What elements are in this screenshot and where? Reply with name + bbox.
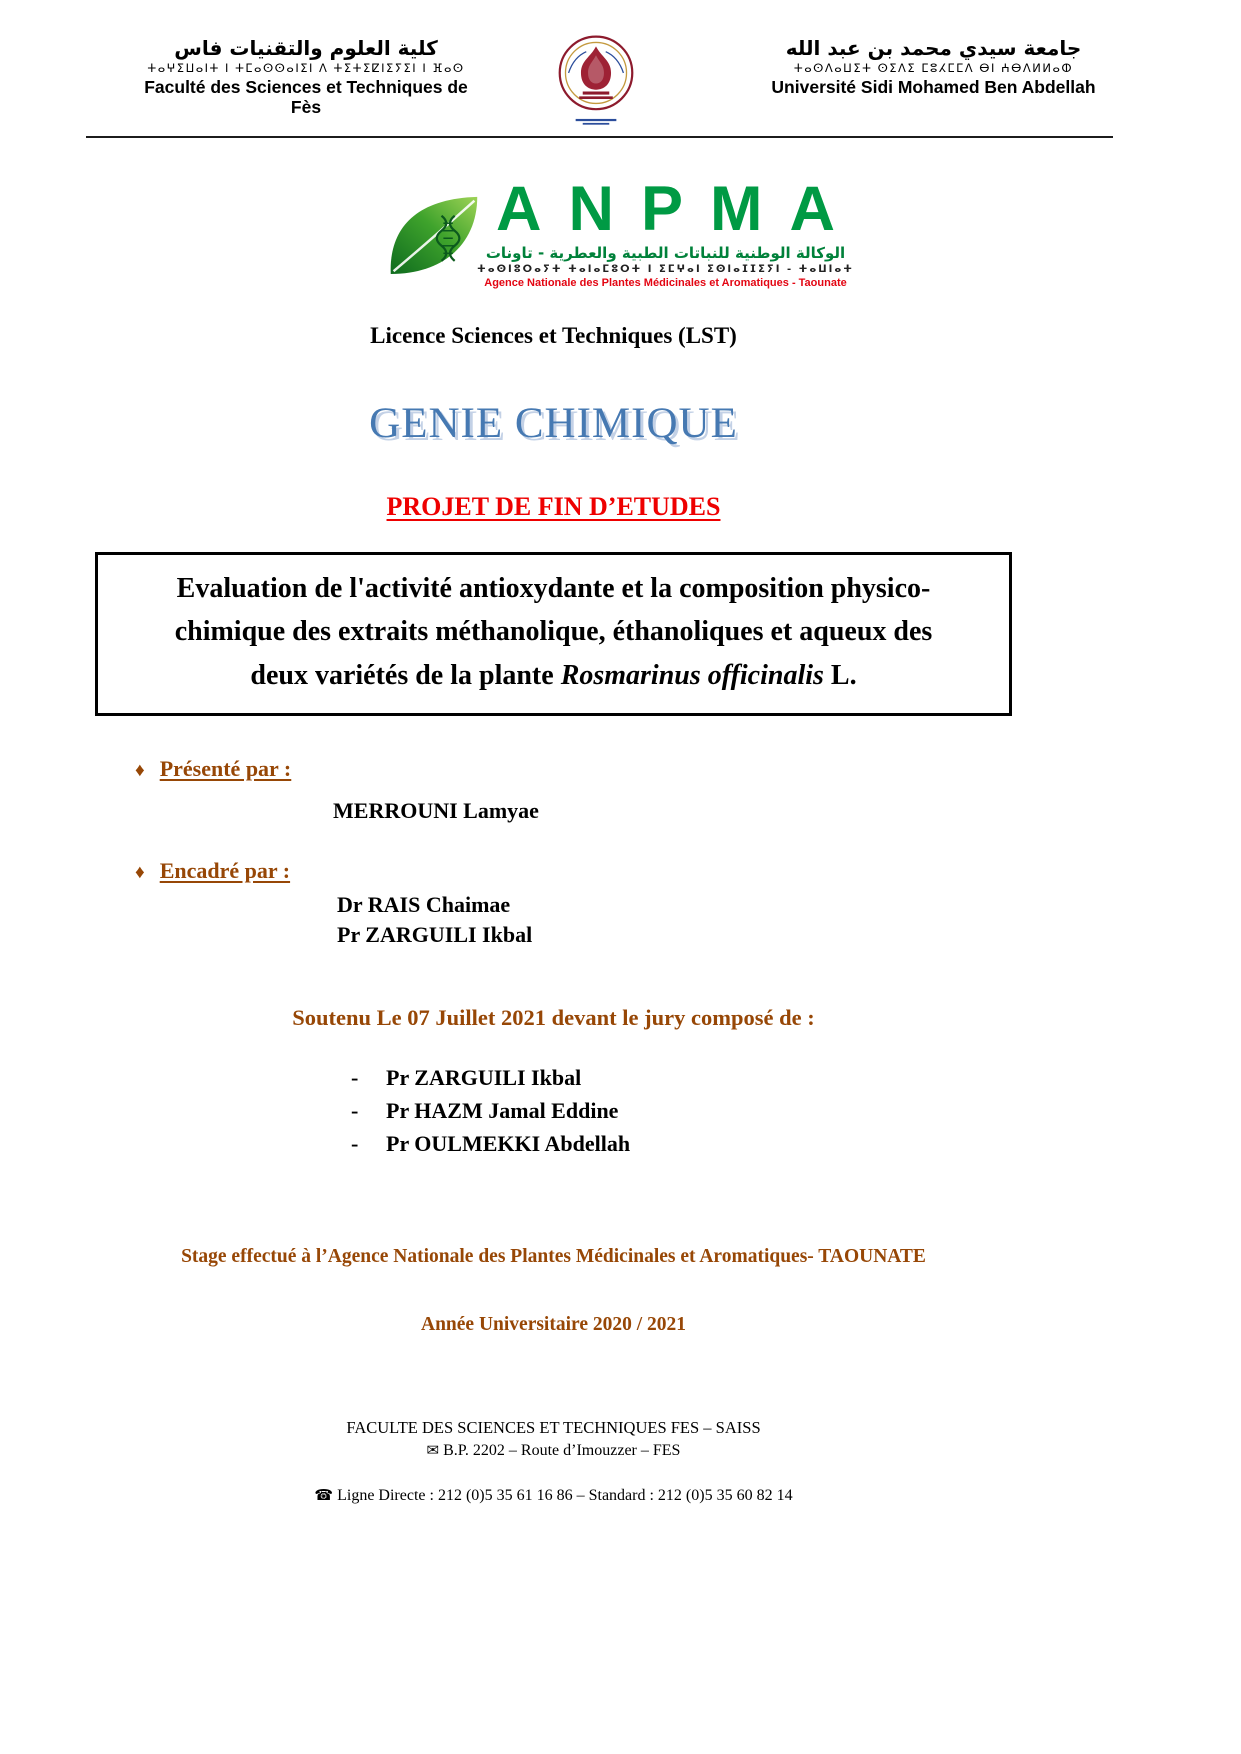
presented-by-row <box>135 756 1012 782</box>
internship-note: Stage effectué à l’Agence Nationale des Plantes Médicinales et Aromatiques- TAOUNATE <box>181 1246 926 1268</box>
thesis-title-text: Evaluation de l'activité antioxydante et la composition physico- <box>176 572 931 604</box>
thesis-title-line2 <box>102 610 1005 653</box>
author-name: MERROUNI Lamyae <box>333 798 539 824</box>
footer-address-line <box>95 1441 1012 1460</box>
footer-block <box>95 1418 1012 1505</box>
jury-member <box>351 1061 1012 1094</box>
anpma-acronym: ANPMA <box>495 174 862 244</box>
anpma-name-arabic: الوكالة الوطنية للنباتات الطبية والعطرية - تاونات <box>485 243 846 262</box>
university-block <box>721 36 1146 97</box>
jury-member-name: Pr HAZM Jamal Eddine <box>386 1098 619 1124</box>
anpma-text-block <box>476 174 862 289</box>
faculty-name-french: Faculté des Sciences et Techniques de Fès <box>144 76 468 118</box>
dash-bullet: - <box>351 1065 359 1091</box>
anpma-leaf-icon <box>387 193 481 276</box>
thesis-title-text: L. <box>823 659 857 691</box>
presented-by-label: Présenté par : <box>159 756 292 782</box>
supervised-by-row <box>135 858 1012 884</box>
anpma-logo <box>0 174 1241 289</box>
university-seal-icon <box>556 34 636 126</box>
supervisor-name: Dr RAIS Chaimae <box>337 892 511 918</box>
diamond-bullet-icon: ♦ <box>135 862 145 884</box>
footer-institution: FACULTE DES SCIENCES ET TECHNIQUES FES – SAISS <box>346 1418 761 1438</box>
anpma-name-tifinagh: ⵜⴰⵙⵏⵓⵔⴰⵢⵜ ⵜⴰⵏⴰⵎⵓⵔⵜ ⵏ ⵉⵎⵖⴰⵏ ⵉⵙⵏⴰⵊⵊⵉⵢⵏ - ⵜⴰⵡⵏⴰⵜ <box>476 263 855 275</box>
faculty-name-arabic: كلية العلوم والتقنيات فاس <box>174 36 438 60</box>
jury-member-name: Pr OULMEKKI Abdellah <box>386 1131 631 1157</box>
supervised-by-label: Encadré par : <box>159 858 291 884</box>
dash-bullet: - <box>351 1131 359 1157</box>
cover-content <box>0 323 1241 1506</box>
specialty-title: GENIE CHIMIQUE <box>369 399 738 447</box>
letterhead <box>0 0 1241 126</box>
footer-phones-line <box>95 1486 1012 1505</box>
thesis-title-text: deux variétés de la plante <box>250 659 561 691</box>
thesis-title-box <box>95 552 1012 716</box>
jury-member <box>351 1094 1012 1127</box>
phone-icon: ☎ <box>314 1486 334 1505</box>
jury-member <box>351 1127 1012 1160</box>
thesis-title-text: chimique des extraits méthanolique, éthanoliques et aqueux des <box>174 616 933 648</box>
diamond-bullet-icon: ♦ <box>135 760 145 782</box>
university-name-tifinagh: ⵜⴰⵙⴷⴰⵡⵉⵜ ⵙⵉⴷⵉ ⵎⵓⵃⵎⵎⴷ ⴱⵏ ⵄⴱⴷⵍⵍⴰⵀ <box>793 61 1074 75</box>
footer-address: B.P. 2202 – Route d’Imouzzer – FES <box>443 1442 681 1460</box>
faculty-block <box>141 36 471 117</box>
envelope-icon: ✉ <box>426 1441 440 1460</box>
thesis-title-line1 <box>102 567 1005 610</box>
academic-year: Année Universitaire 2020 / 2021 <box>420 1314 687 1336</box>
jury-list <box>351 1061 1012 1160</box>
footer-phones: Ligne Directe : 212 (0)5 35 61 16 86 – Standard : 212 (0)5 35 60 82 14 <box>337 1487 793 1505</box>
supervisor-names <box>337 890 1012 949</box>
header-divider <box>86 136 1113 138</box>
document-type-title <box>95 492 1012 522</box>
university-name-arabic: جامعة سيدي محمد بن عبد الله <box>785 36 1082 60</box>
university-name-french: Université Sidi Mohamed Ben Abdellah <box>771 76 1096 97</box>
supervisor-name: Pr ZARGUILI Ikbal <box>337 921 533 947</box>
document-type-text: PROJET DE FIN D’ETUDES <box>386 491 721 521</box>
jury-member-name: Pr ZARGUILI Ikbal <box>386 1065 582 1091</box>
dash-bullet: - <box>351 1098 359 1124</box>
degree-line: Licence Sciences et Techniques (LST) <box>370 322 737 348</box>
anpma-name-french: Agence Nationale des Plantes Médicinales et Aromatiques - Taounate <box>484 276 847 289</box>
defense-announcement: Soutenu Le 07 Juillet 2021 devant le jury composé de : <box>292 1005 815 1031</box>
faculty-name-tifinagh: ⵜⴰⵖⵉⵡⴰⵏⵜ ⵏ ⵜⵎⴰⵙⵙⴰⵏⵉⵏ ⴷ ⵜⵉⵜⵉⵇⵏⵉⵢⵉⵏ ⵏ ⴼⴰⵙ <box>147 61 465 75</box>
species-name-italic: Rosmarinus officinalis <box>560 659 824 691</box>
thesis-title-line3 <box>102 654 1005 697</box>
